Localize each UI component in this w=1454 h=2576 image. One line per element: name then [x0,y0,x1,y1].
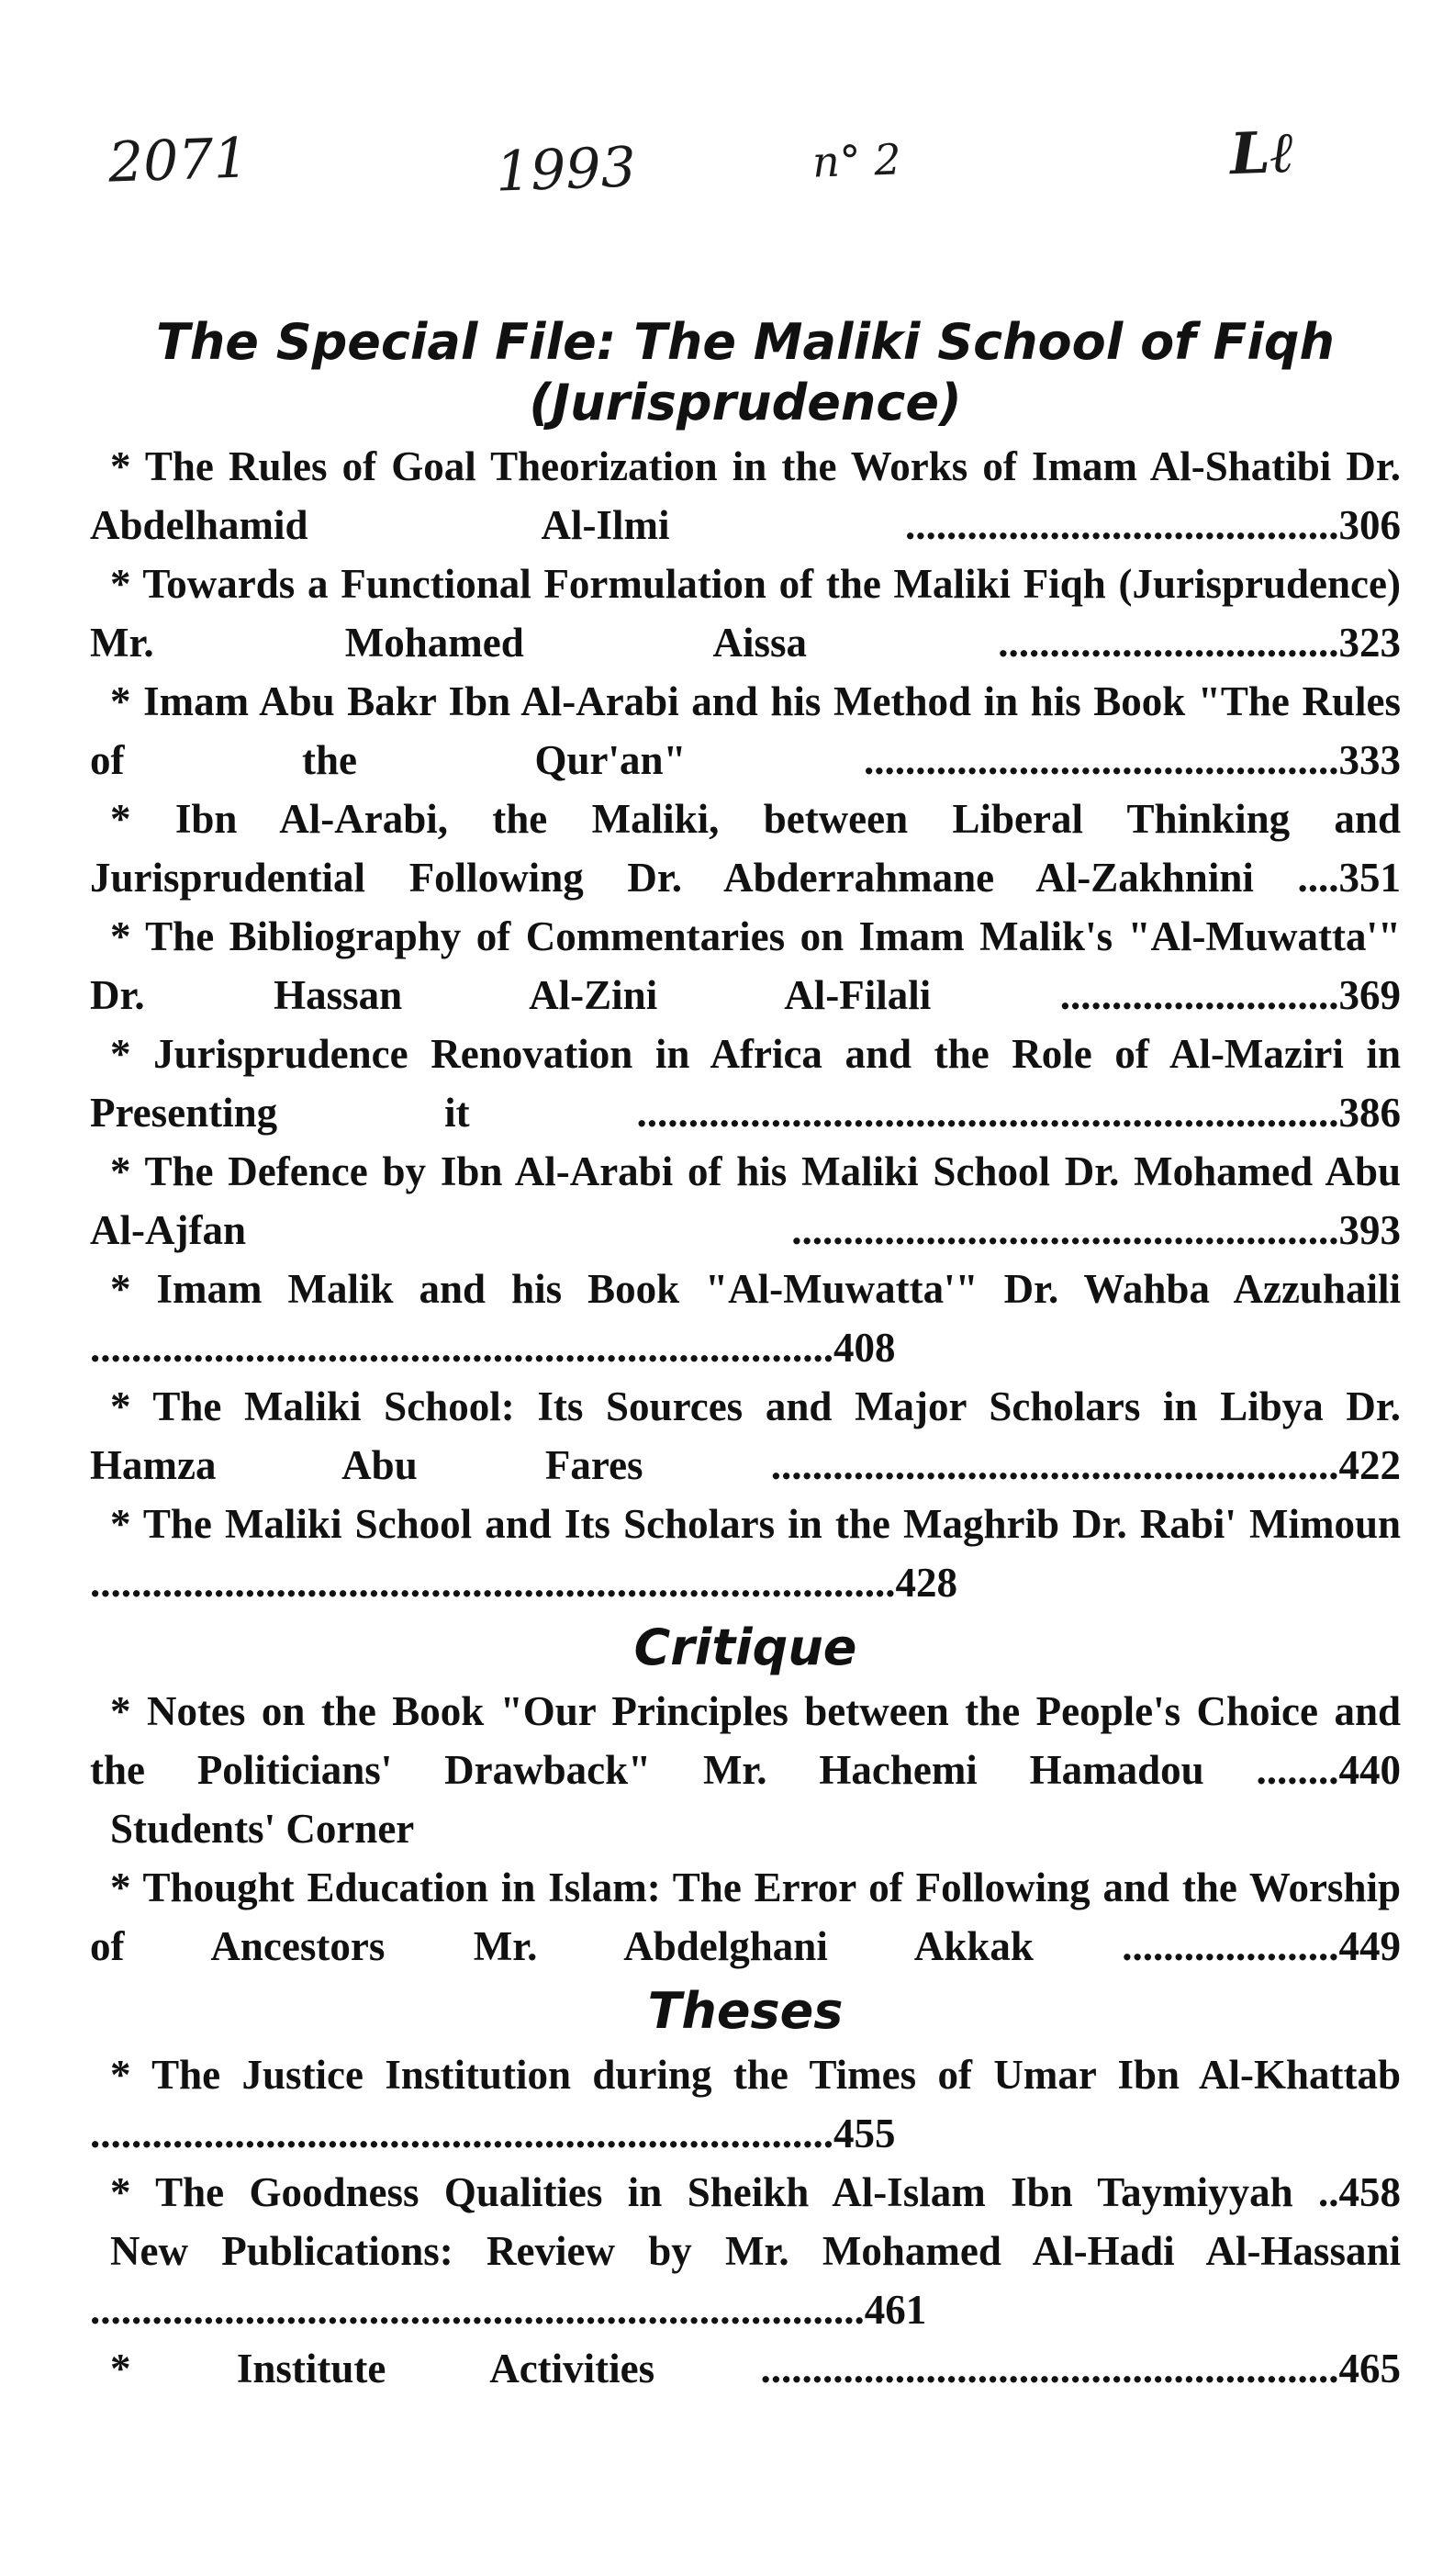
toc-entry-page: 461 [864,2287,927,2333]
toc-entry [90,672,1401,790]
toc-entry-text: * The Defence by Ibn Al-Arabi of his Maliki School Dr. Mohamed Abu Al-Ajfan ..................................................... [90,1148,1401,1253]
handwritten-note-catalog: 2071 [106,126,250,196]
toc-entry-page: 422 [1338,1442,1401,1488]
toc-entry-text: * Institute Activities ........................................................ [110,2346,1339,2391]
toc-entry-page: 428 [895,1560,957,1606]
toc-entry [90,2339,1401,2398]
toc-entry-text: * The Justice Institution during the Times of Umar Ibn Al-Khattab ........................................................................ [90,2052,1401,2156]
toc-entry [90,1377,1401,1495]
toc-entry-page: 369 [1338,972,1401,1018]
toc-entry [90,907,1401,1025]
toc-entry-text: * Jurisprudence Renovation in Africa and the Role of Al-Maziri in Presenting it .................................................................... [90,1031,1401,1136]
toc-entry-page: 351 [1338,855,1401,901]
toc-entry [90,1260,1401,1377]
handwritten-note-mark: Lℓ [1228,118,1296,188]
handwritten-note-issue: n° 2 [811,134,902,187]
toc-entry-page: 323 [1338,620,1401,666]
subheading-students-corner: Students' Corner [110,1806,415,1852]
toc-entry [90,437,1401,554]
table-of-contents [90,312,1401,2398]
toc-entry-text: * The Bibliography of Commentaries on Imam Malik's "Al-Muwatta'" Dr. Hassan Al-Zini Al-Filali ........................... [90,913,1401,1018]
toc-entry-page: 458 [1338,2169,1401,2215]
toc-entry-text: * Ibn Al-Arabi, the Maliki, between Liberal Thinking and Jurisprudential Following Dr. Abderrahmane Al-Zakhnini .... [90,796,1401,901]
toc-entry-page: 440 [1338,1747,1401,1793]
toc-entry-text: * Imam Abu Bakr Ibn Al-Arabi and his Method in his Book "The Rules of the Qur'an" .............................................. [90,678,1401,783]
toc-entry-text: * The Goodness Qualities in Sheikh Al-Islam Ibn Taymiyyah .. [110,2169,1339,2215]
toc-entry-page: 465 [1338,2346,1401,2391]
toc-entry [90,1682,1401,1799]
toc-entry-page: 393 [1338,1207,1401,1253]
toc-entry-page: 386 [1338,1090,1401,1136]
section-title-line2: (Jurisprudence) [529,374,962,431]
toc-entry [90,1495,1401,1612]
toc-entry-text: New Publications: Review by Mr. Mohamed Al-Hadi Al-Hassani ........................................................................... [90,2228,1401,2333]
toc-entry-page: 449 [1338,1923,1401,1969]
toc-entry-page: 333 [1338,737,1401,783]
section-title-line1: The Special File: The Maliki School of Fiqh [156,313,1335,371]
toc-entry-page: 455 [833,2111,896,2156]
toc-entry-text: * The Rules of Goal Theorization in the Works of Imam Al-Shatibi Dr. Abdelhamid Al-Ilmi .......................................... [90,443,1401,548]
toc-entry [90,790,1401,907]
toc-entry-text: * Imam Malik and his Book "Al-Muwatta'" Dr. Wahba Azzuhaili ........................................................................ [90,1266,1401,1371]
toc-entry-page: 408 [833,1325,896,1371]
toc-entry-text: * Notes on the Book "Our Principles between the People's Choice and the Politicians' Drawback" Mr. Hachemi Hamadou ........ [90,1688,1401,1793]
toc-entry [90,1858,1401,1976]
toc-entry-page: 306 [1338,502,1401,548]
section-title-theses: Theses [647,1982,844,2040]
toc-entry [90,1142,1401,1260]
toc-entry [90,2045,1401,2163]
handwritten-note-year: 1993 [494,135,637,205]
toc-entry [90,2222,1401,2339]
toc-entry [90,1025,1401,1142]
toc-entry-text: * Towards a Functional Formulation of the Maliki Fiqh (Jurisprudence) Mr. Mohamed Aissa ................................. [90,561,1401,666]
toc-entry-text: * The Maliki School and Its Scholars in the Maghrib Dr. Rabi' Mimoun .............................................................................. [90,1501,1401,1606]
toc-entry-text: * The Maliki School: Its Sources and Major Scholars in Libya Dr. Hamza Abu Fares ....................................................... [90,1383,1401,1488]
section-title-critique: Critique [633,1618,857,1676]
toc-entry [90,2163,1401,2222]
toc-entry-text: * Thought Education in Islam: The Error of Following and the Worship of Ancestors Mr. Abdelghani Akkak ..................... [90,1865,1401,1969]
toc-entry [90,554,1401,672]
section-title-special-file [90,312,1401,433]
